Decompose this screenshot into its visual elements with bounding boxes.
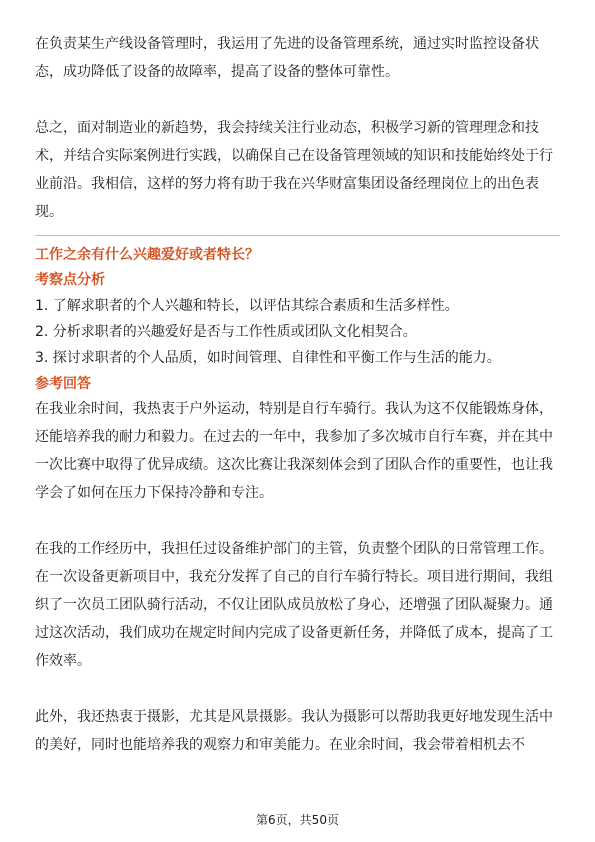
question-title: 工作之余有什么兴趣爱好或者特长？ bbox=[35, 247, 259, 263]
paragraph-gap bbox=[35, 86, 560, 114]
answer-paragraph: 此外，我还热衷于摄影，尤其是风景摄影。我认为摄影可以帮助我更好地发现生活中的美好，同时也能培养我的观察力和审美能力。在业余时间，我会带着相机去不 bbox=[35, 709, 553, 753]
section-divider bbox=[35, 235, 560, 236]
answer-paragraph: 在我的工作经历中，我担任过设备维护部门的主管，负责整个团队的日常管理工作。在一次设备更新项目中，我充分发挥了自己的自行车骑行特长。项目进行期间，我组织了一次员工团队骑行活动，不仅让团队成员放松了身心，还增强了团队凝聚力。通过这次活动，我们成功在规定时间内完成了设备更新任务，并降低了成本，提高了工作效率。 bbox=[35, 541, 553, 669]
page-number: 第6页，共50页 bbox=[256, 813, 339, 827]
document-page bbox=[35, 30, 560, 759]
list-item: 1. 了解求职者的个人兴趣和特长，以评估其综合素质和生活多样性。 bbox=[35, 298, 459, 314]
list-item: 2. 分析求职者的兴趣爱好是否与工作性质或团队文化相契合。 bbox=[35, 324, 417, 340]
analysis-heading: 考察点分析 bbox=[35, 272, 105, 288]
answer-paragraph: 在我业余时间，我热衷于户外运动，特别是自行车骑行。我认为这不仅能锻炼身体，还能培养我的耐力和毅力。在过去的一年中，我参加了多次城市自行车赛，并在其中一次比赛中取得了优异成绩。这次比赛让我深刻体会到了团队合作的重要性，也让我学会了如何在压力下保持冷静和专注。 bbox=[35, 401, 553, 501]
intro-paragraph: 在负责某生产线设备管理时，我运用了先进的设备管理系统，通过实时监控设备状态，成功降低了设备的故障率，提高了设备的整体可靠性。 bbox=[35, 36, 539, 80]
paragraph-gap bbox=[35, 675, 560, 703]
answer-heading: 参考回答 bbox=[35, 376, 91, 392]
paragraph-gap bbox=[35, 507, 560, 535]
list-item: 3. 探讨求职者的个人品质，如时间管理、自律性和平衡工作与生活的能力。 bbox=[35, 350, 501, 366]
intro-paragraph: 总之，面对制造业的新趋势，我会持续关注行业动态，积极学习新的管理理念和技术，并结合实际案例进行实践，以确保自己在设备管理领域的知识和技能始终处于行业前沿。我相信，这样的努力将有助于我在兴华财富集团设备经理岗位上的出色表现。 bbox=[35, 120, 553, 220]
analysis-list bbox=[35, 293, 560, 371]
